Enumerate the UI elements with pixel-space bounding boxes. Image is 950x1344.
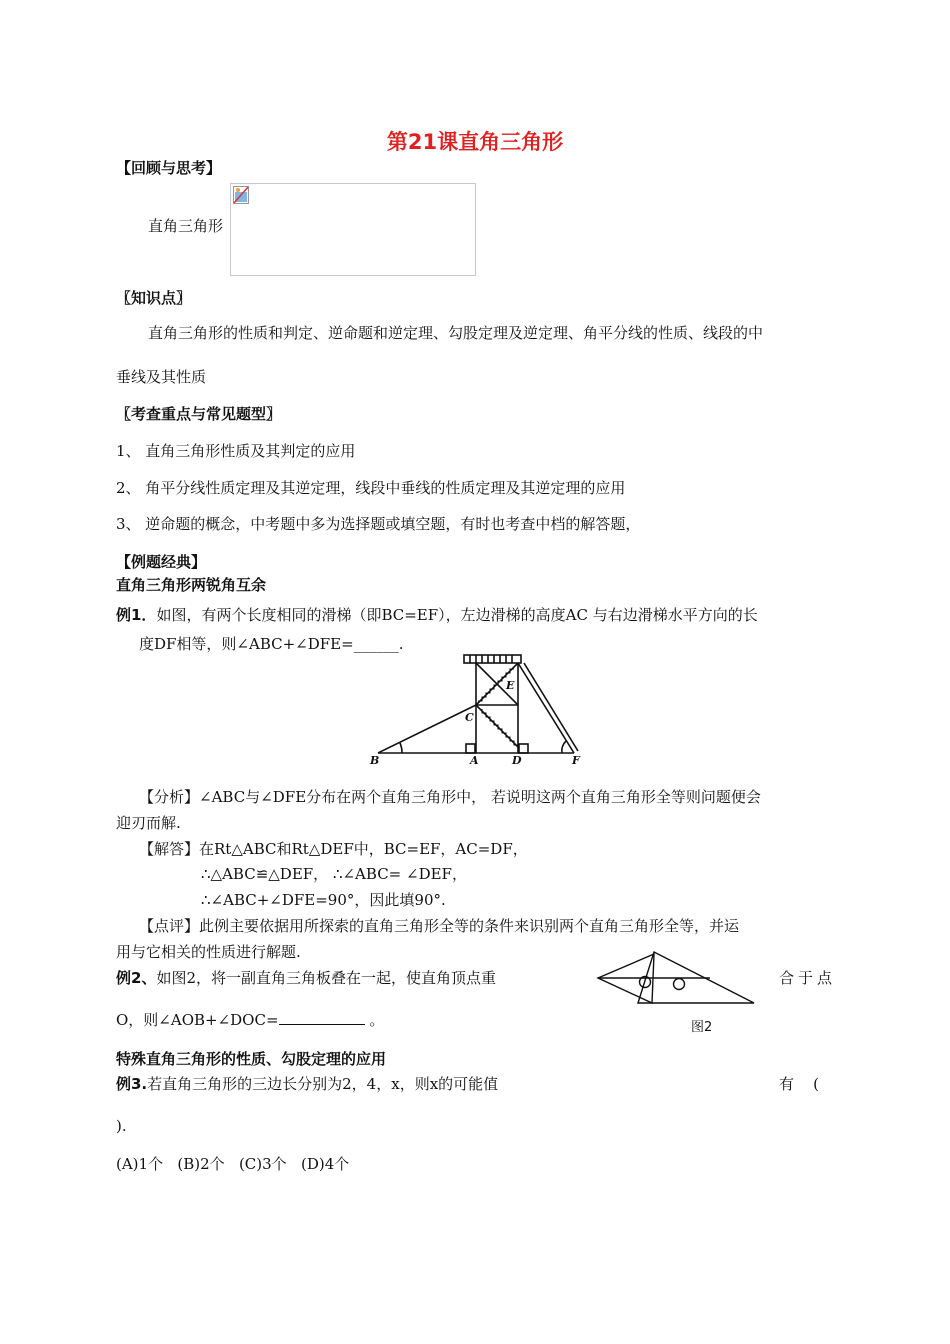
focus-heading: 〖考查重点与常见题型〗 <box>116 405 282 423</box>
example-2-line-2 <box>116 1009 384 1030</box>
focus-item-3: 3、 逆命题的概念，中考题中多为选择题或填空题，有时也考查中档的解答题， <box>116 515 641 533</box>
example-3-line-2: ). <box>116 1117 127 1135</box>
label-c: C <box>465 711 474 724</box>
section-heading-special-triangles: 特殊直角三角形的性质、勾股定理的应用 <box>116 1050 387 1068</box>
left-slide <box>378 705 476 753</box>
example-2-line-2-text: O，则∠AOB+∠DOC= <box>116 1011 279 1029</box>
example-1-line-2: 度DF相等，则∠ABC+∠DFE=______. <box>139 635 404 653</box>
label-b: B <box>370 754 380 767</box>
example-2-text: 如图2，将一副直角三角板叠在一起，使直角顶点重 <box>156 969 496 987</box>
triangle-rulers-figure <box>594 948 760 1008</box>
review-heading: 【回顾与思考】 <box>116 159 222 177</box>
comment-line-1 <box>139 915 739 936</box>
examples-heading: 【例题经典】 <box>116 553 207 571</box>
analysis-tag: 【分析】 <box>139 788 200 806</box>
example-2-line-2-end: 。 <box>369 1011 385 1029</box>
analysis-line-2: 迎刃而解. <box>116 814 181 832</box>
label-d: D <box>512 754 522 767</box>
solution-text: 在Rt△ABC和Rt△DEF中，BC=EF，AC=DF， <box>199 840 528 858</box>
example-1-text: 如图，有两个长度相同的滑梯（即BC=EF），左边滑梯的高度AC 与右边滑梯水平方向的长 <box>156 606 758 624</box>
knowledge-line-2: 垂线及其性质 <box>116 368 207 386</box>
focus-item-2: 2、 角平分线性质定理及其逆定理，线段中垂线的性质定理及其逆定理的应用 <box>116 479 626 497</box>
example-1-line-1 <box>116 604 758 625</box>
example-1-label: 例1． <box>116 606 157 624</box>
example-2-line-1 <box>116 967 496 988</box>
knowledge-heading: 〖知识点〗 <box>116 289 192 307</box>
label-f: F <box>572 754 580 767</box>
image-placeholder <box>230 183 476 276</box>
comment-line-2: 用与它相关的性质进行解题. <box>116 943 301 961</box>
label-e: E <box>506 679 515 692</box>
knowledge-line-1: 直角三角形的性质和判定、逆命题和逆定理、勾股定理及逆定理、角平分线的性质、线段的中 <box>148 324 764 342</box>
section-heading-acute-angles: 直角三角形两锐角互余 <box>116 576 267 594</box>
broken-image-icon <box>233 186 249 204</box>
comment-text: 此例主要依据用所探索的直角三角形全等的条件来识别两个直角三角形全等，并运 <box>199 917 740 935</box>
solution-line-1 <box>139 838 528 859</box>
solution-line-2: ∴△ABC≌△DEF， ∴∠ABC= ∠DEF， <box>201 865 467 883</box>
example-3-label: 例3. <box>116 1075 148 1093</box>
example-2-label: 例2、 <box>116 969 157 987</box>
answer-blank <box>279 1010 365 1025</box>
label-a: A <box>470 754 479 767</box>
hole-right <box>674 979 685 990</box>
slide-figure <box>366 653 586 768</box>
comment-tag: 【点评】 <box>139 917 200 935</box>
review-box-label: 直角三角形 <box>148 217 224 235</box>
page-title: 第21课直角三角形 <box>386 130 564 154</box>
right-slide <box>518 663 574 753</box>
example-3-line-1 <box>116 1073 498 1094</box>
analysis-line-1 <box>139 786 761 807</box>
example-3-line-1-end: 有 ( <box>779 1075 819 1093</box>
focus-item-1: 1、 直角三角形性质及其判定的应用 <box>116 442 356 460</box>
solution-line-3: ∴∠ABC+∠DFE=90°，因此填90°. <box>201 891 446 909</box>
example-3-text: 若直角三角形的三边长分别为2，4，x，则x的可能值 <box>147 1075 499 1093</box>
figure-2-caption: 图2 <box>691 1020 713 1035</box>
analysis-text: ∠ABC与∠DFE分布在两个直角三角形中， 若说明这两个直角三角形全等则问题便会 <box>199 788 761 806</box>
solution-tag: 【解答】 <box>139 840 200 858</box>
example-2-line-1-end: 合于点 <box>779 969 837 987</box>
example-3-options: (A)1个 (B)2个 (C)3个 (D)4个 <box>116 1155 350 1173</box>
